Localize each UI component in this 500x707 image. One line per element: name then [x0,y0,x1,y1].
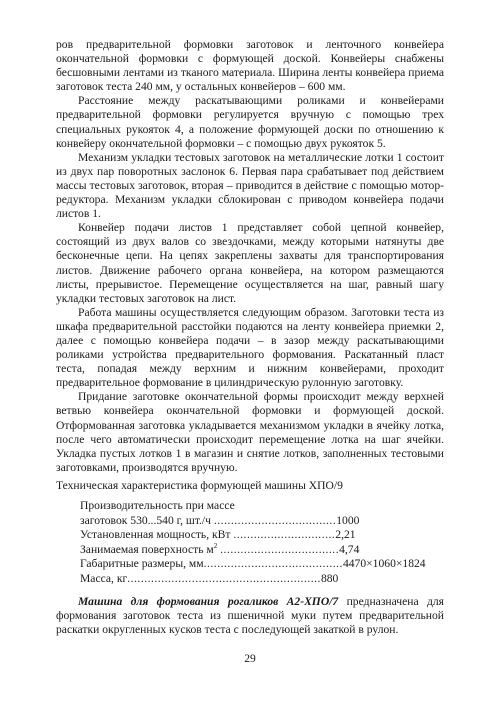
paragraph-1: ров предварительной формовки заготовок и ленточного конвейера окончательной формовки с формующей доской. Конвейеры снабжены бесшовными лентами из тканого материала. Ширина ленты конвейера приема заготовок теста 240 мм, у остальных конвейеров – 600 мм. [56,38,444,94]
spec-list [80,499,426,587]
paragraph-4: Конвейер подачи листов 1 представляет собой цепной конвейер, состоящий из двух валов со звездочками, между которыми натянуты две бесконечные цепи. На цепях закреплены захваты для транспортирования листов. Движение рабочего органа конвейера, на котором размещаются листы, прерывистое. Перемещение осуществляется на шаг, равный шагу укладки тестовых заготовок на лист. [56,221,444,305]
spec-row: Установленная мощность, кВт ..............................2,21 [80,528,356,542]
spec-row: заготовок 530...540 г, шт./ч ....................................1000 [80,513,360,527]
spec-row: Масса, кг.........................................................880 [80,571,339,585]
paragraph-5: Работа машины осуществляется следующим образом. Заготовки теста из шкафа предварительной расстойки подаются на ленту конвейера приемки 2, далее с помощью конвейера подачи – в зазор между раскатывающими роликами устройства предварительного формования. Раскатанный пласт теста, попадая между верхним и нижним конвейерами, проходит предварительное формование в цилиндрическую рулонную заготовку. [56,305,444,390]
spec-row: Производительность при массе [80,499,235,512]
paragraph-3: Механизм укладки тестовых заготовок на металлические лотки 1 состоит из двух пар поворотных заслонок 6. Первая пара срабатывает под действием массы тестовых заготовок, вторая – приводится в действие с помощью мотор-редуктора. Механизм укладки сблокирован с приводом конвейера подачи листов 1. [56,150,444,221]
spec-row: Габаритные размеры, мм.........................................4470×1060×1824 [80,557,426,571]
spec-title: Техническая характеристика формующей машины ХПО/9 [56,478,343,492]
spec-row: Занимаемая поверхность $м^2$ ...................................4,74 [80,541,360,556]
paragraph-6: Придание заготовке окончательной формы происходит между верхней ветвью конвейера окончательной формовки и формующей доской. Отформованная заготовка укладывается механизмом укладки в ячейку лотка, после чего автоматически происходит перемещение лотка на шаг ячейки. Укладка пустых лотков 1 в магазин и снятие лотков, заполненных тестовыми заготовками, производятся вручную. [56,390,444,474]
final-paragraph: Машина для формования рогаликов А2-ХПО/7 предназначена для формования заготовок теста из пшеничной муки путем предварительной раскатки округленных кусков теста с последующей закаткой в рулон. [56,594,444,636]
paragraph-2: Расстояние между раскатывающими роликами и конвейерами предварительной формовки регулируется вручную с помощью трех специальных рукояток 4, а положение формующей доски по отношению к конвейеру окончательной формовки – с помощью двух рукояток 5. [56,94,444,150]
machine-name: Машина для формования рогаликов А2-ХПО/7 [78,594,339,608]
page-number: 29 [244,652,256,665]
body-text [56,38,444,637]
